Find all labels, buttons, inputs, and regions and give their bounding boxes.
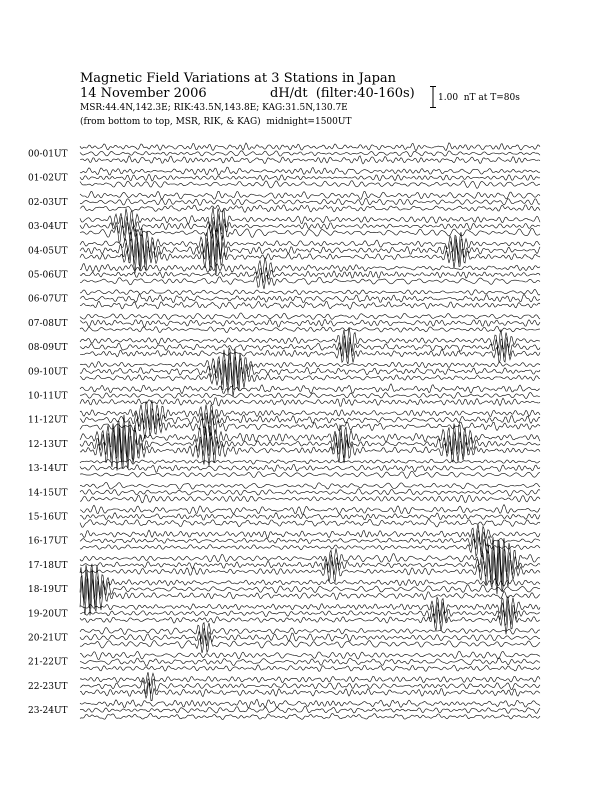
trace-rik-06-07ut xyxy=(80,294,540,302)
trace-rik-12-13ut xyxy=(80,424,540,464)
hour-label: 06-07UT xyxy=(28,294,68,305)
trace-msr-16-17ut xyxy=(80,537,540,557)
hour-label: 15-16UT xyxy=(28,512,68,523)
trace-msr-08-09ut xyxy=(80,342,540,364)
trace-rik-23-24ut xyxy=(80,706,540,713)
hour-label: 21-22UT xyxy=(28,657,68,668)
trace-kag-12-13ut xyxy=(80,415,540,459)
trace-msr-02-03ut xyxy=(80,205,540,213)
trace-msr-14-15ut xyxy=(80,495,540,503)
trace-rik-03-04ut xyxy=(80,214,540,239)
hour-label: 00-01UT xyxy=(28,149,68,160)
hour-label: 07-08UT xyxy=(28,318,68,329)
trace-kag-14-15ut xyxy=(80,482,540,489)
trace-kag-00-01ut xyxy=(80,143,540,151)
trace-rik-18-19ut xyxy=(80,569,540,609)
trace-kag-02-03ut xyxy=(80,191,540,199)
trace-msr-18-19ut xyxy=(80,576,540,616)
trace-rik-14-15ut xyxy=(80,489,540,497)
filter-label: dH/dt (filter:40-160s) xyxy=(270,86,415,101)
hour-label: 20-21UT xyxy=(28,633,68,644)
hour-label: 17-18UT xyxy=(28,560,68,571)
trace-kag-04-05ut xyxy=(80,225,540,260)
chart-title: Magnetic Field Variations at 3 Stations in Japan xyxy=(80,71,397,86)
trace-order-note: (from bottom to top, MSR, RIK, & KAG) midnight=1500UT xyxy=(80,117,352,127)
hour-label: 14-15UT xyxy=(28,488,68,499)
trace-rik-01-02ut xyxy=(80,174,540,181)
hour-label: 13-14UT xyxy=(28,464,68,475)
trace-msr-07-08ut xyxy=(80,326,540,333)
trace-rik-15-16ut xyxy=(80,513,540,520)
trace-msr-21-22ut xyxy=(80,665,540,672)
hour-label: 12-13UT xyxy=(28,439,68,450)
trace-msr-04-05ut xyxy=(80,240,540,274)
hour-label: 18-19UT xyxy=(28,585,68,596)
trace-rik-13-14ut xyxy=(80,464,540,472)
trace-rik-20-21ut xyxy=(80,628,540,646)
hour-label: 02-03UT xyxy=(28,197,68,208)
trace-rik-21-22ut xyxy=(80,658,540,666)
date-label: 14 November 2006 xyxy=(80,86,207,101)
trace-kag-23-24ut xyxy=(80,699,540,707)
trace-rik-00-01ut xyxy=(80,151,540,157)
hour-label: 08-09UT xyxy=(28,343,68,354)
trace-msr-06-07ut xyxy=(80,301,540,309)
trace-rik-19-20ut xyxy=(80,599,540,626)
trace-rik-07-08ut xyxy=(80,319,540,327)
trace-msr-01-02ut xyxy=(80,181,540,189)
trace-rik-05-06ut xyxy=(80,267,540,283)
trace-kag-06-07ut xyxy=(80,289,540,295)
trace-kag-05-06ut xyxy=(80,258,540,276)
hour-label: 10-11UT xyxy=(28,391,68,402)
trace-msr-23-24ut xyxy=(80,713,540,719)
trace-kag-16-17ut xyxy=(80,524,540,544)
hour-label: 09-10UT xyxy=(28,367,68,378)
hour-label: 05-06UT xyxy=(28,270,68,281)
hour-label: 04-05UT xyxy=(28,246,68,257)
trace-msr-22-23ut xyxy=(80,682,540,701)
trace-kag-07-08ut xyxy=(80,313,540,320)
trace-kag-20-21ut xyxy=(80,623,540,641)
trace-kag-10-11ut xyxy=(80,384,540,394)
trace-kag-13-14ut xyxy=(80,459,540,464)
trace-msr-00-01ut xyxy=(80,156,540,164)
scale-label: 1.00 nT at T=80s xyxy=(438,93,520,103)
hour-label: 19-20UT xyxy=(28,609,68,620)
hour-label: 16-17UT xyxy=(28,536,68,547)
trace-kag-21-22ut xyxy=(80,651,540,659)
trace-msr-09-10ut xyxy=(80,362,540,397)
hour-label: 22-23UT xyxy=(28,681,68,692)
trace-msr-12-13ut xyxy=(80,428,540,470)
trace-kag-11-12ut xyxy=(80,400,540,427)
hour-label: 01-02UT xyxy=(28,173,68,184)
trace-kag-15-16ut xyxy=(80,505,540,515)
trace-msr-10-11ut xyxy=(80,398,540,406)
trace-rik-09-10ut xyxy=(80,352,540,388)
trace-msr-13-14ut xyxy=(80,471,540,478)
trace-kag-09-10ut xyxy=(80,348,540,384)
trace-msr-15-16ut xyxy=(80,519,540,527)
hour-label: 23-24UT xyxy=(28,706,68,717)
hour-label: 03-04UT xyxy=(28,222,68,233)
trace-rik-02-03ut xyxy=(80,198,540,205)
hour-label: 11-12UT xyxy=(28,415,68,426)
trace-rik-08-09ut xyxy=(80,336,540,359)
station-coordinates: MSR:44.4N,142.3E; RIK:43.5N,143.8E; KAG:31.5N,130.7E xyxy=(80,103,348,113)
